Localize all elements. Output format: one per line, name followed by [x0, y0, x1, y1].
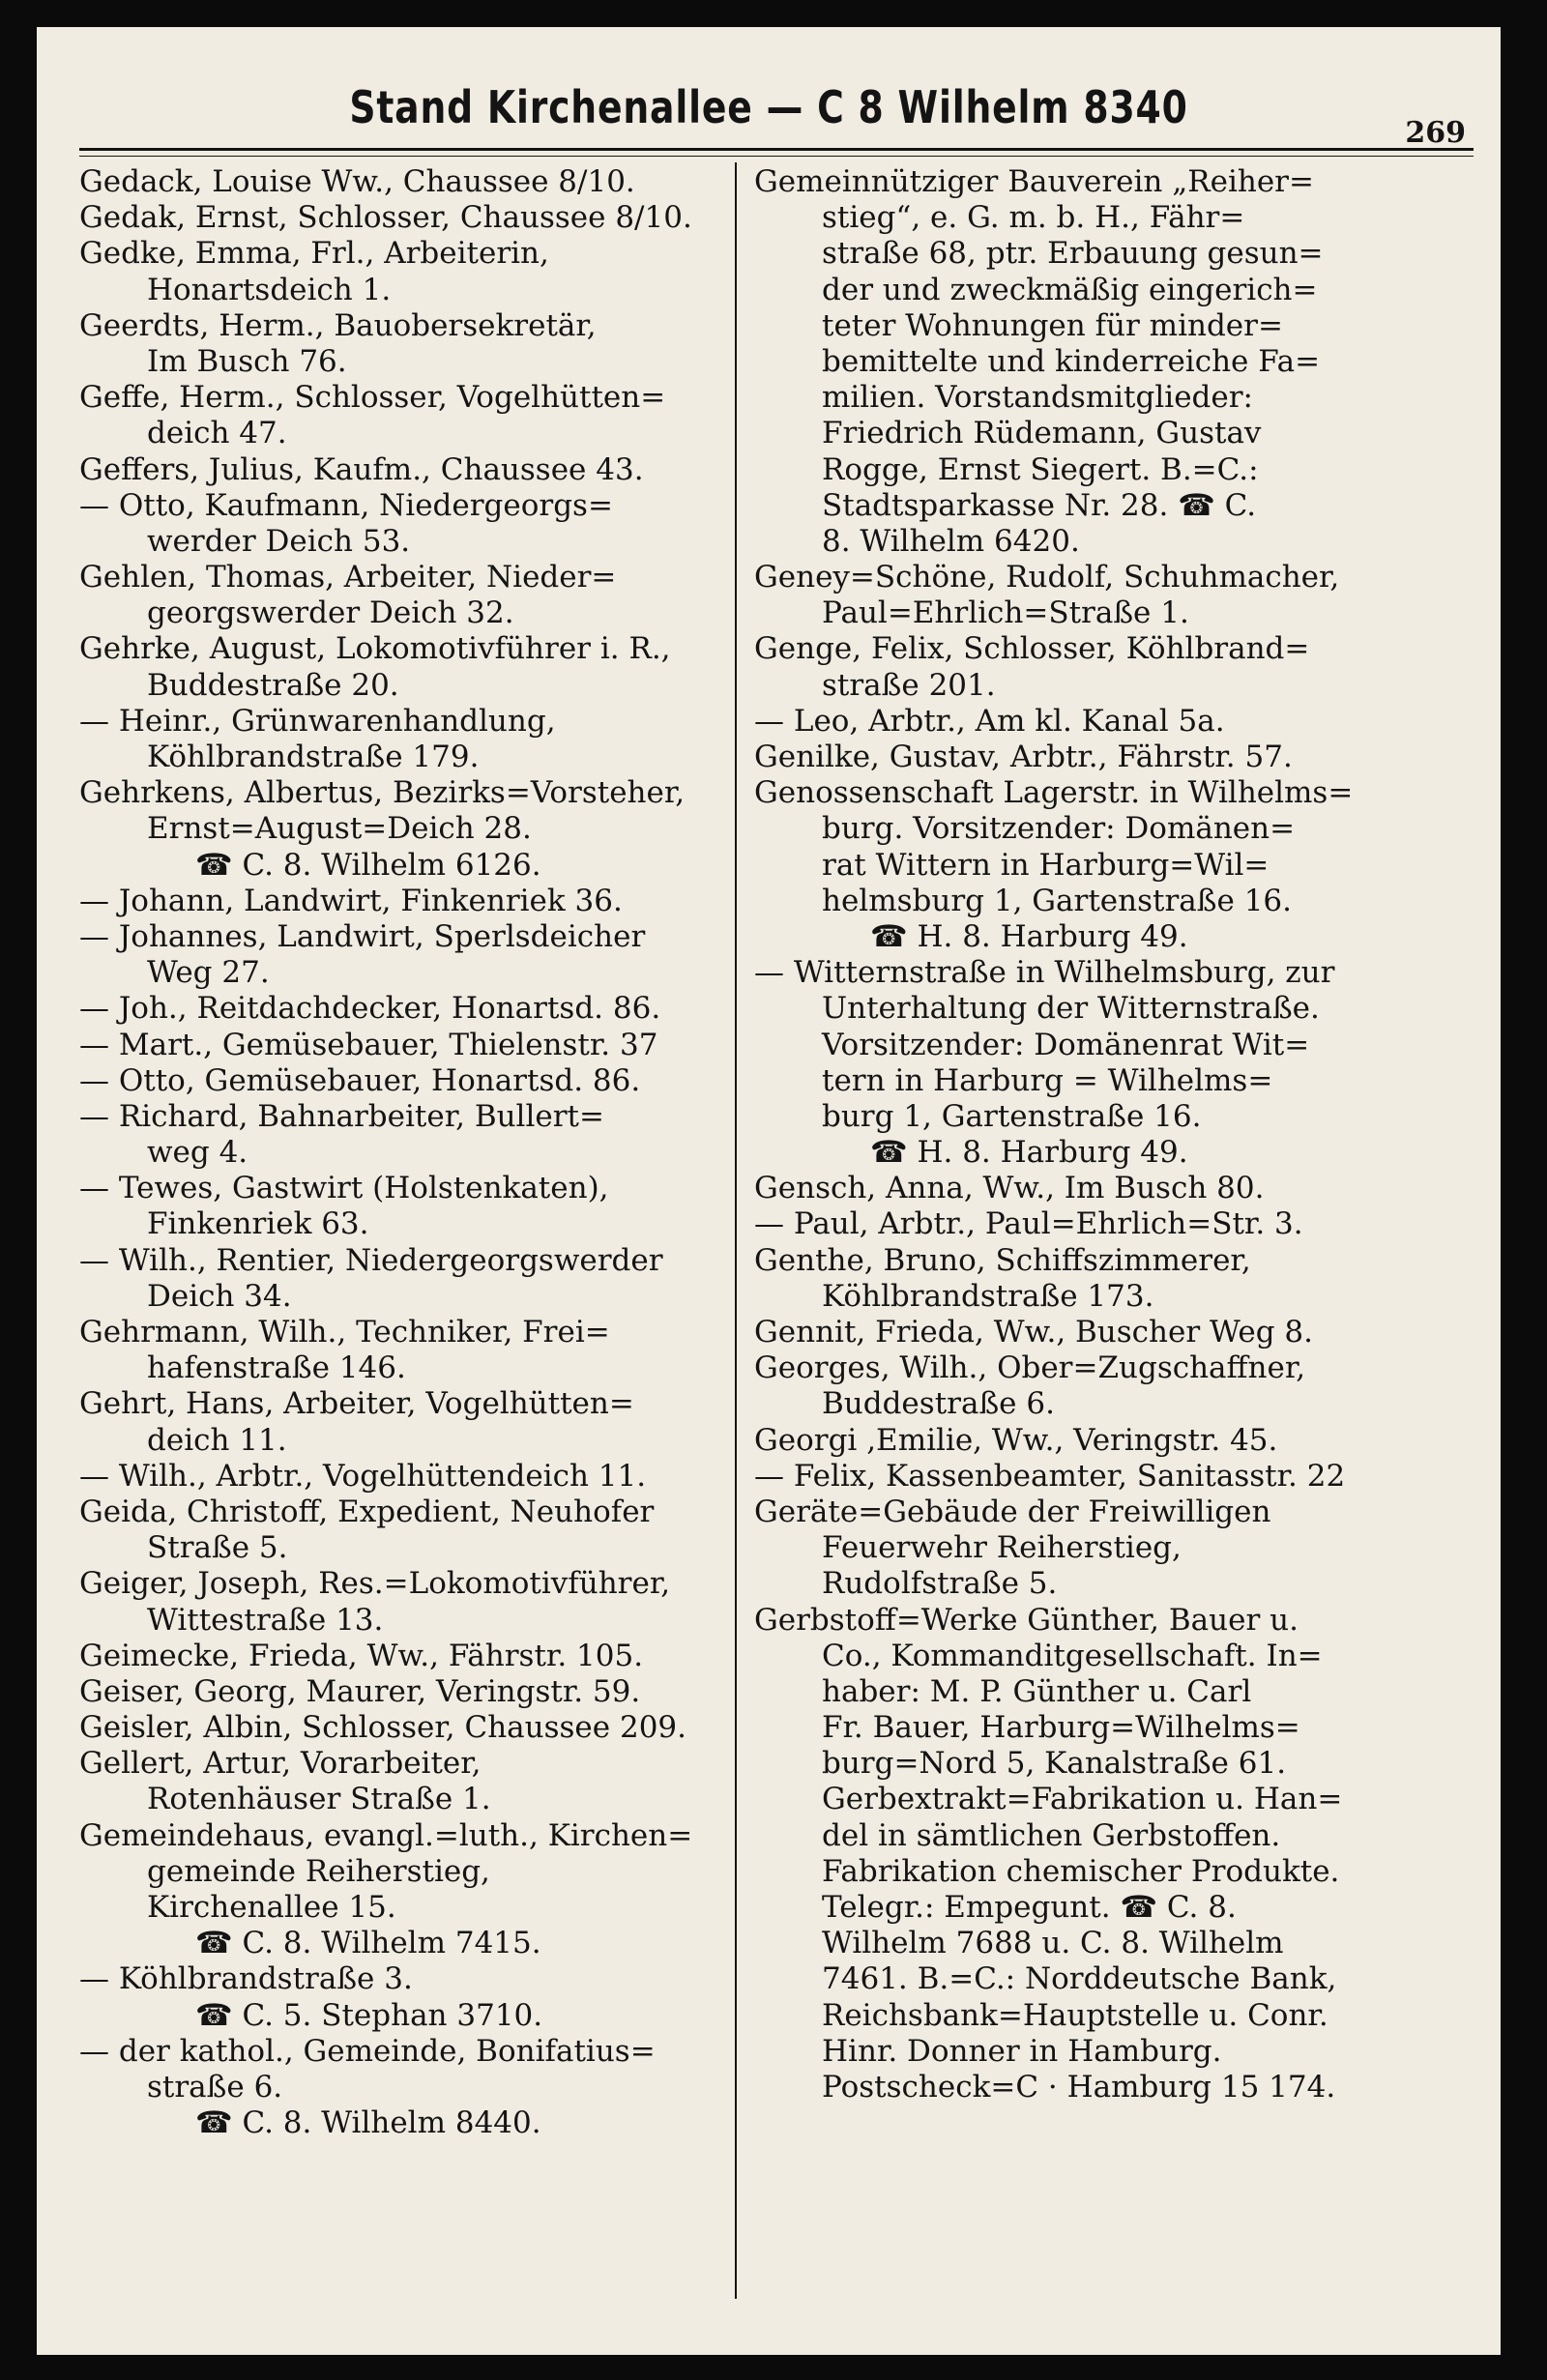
- directory-line: Gehrkens, Albertus, Bezirks=Vorsteher,: [79, 775, 686, 811]
- directory-line: Friedrich Rüdemann, Gustav: [822, 416, 1262, 451]
- directory-line: Gennit, Frieda, Ww., Buscher Weg 8.: [754, 1315, 1313, 1350]
- column-divider: [735, 162, 737, 2299]
- directory-line: Rotenhäuser Straße 1.: [147, 1782, 491, 1817]
- directory-line: Hinr. Donner in Hamburg.: [822, 2033, 1222, 2069]
- directory-line: — Wilh., Arbtr., Vogelhüttendeich 11.: [79, 1458, 647, 1494]
- directory-line: Im Busch 76.: [147, 343, 347, 379]
- directory-line: Weg 27.: [147, 955, 270, 991]
- directory-line: Buddestraße 20.: [147, 667, 399, 703]
- directory-line: Geiser, Georg, Maurer, Veringstr. 59.: [79, 1673, 641, 1709]
- directory-line: straße 6.: [147, 2069, 283, 2104]
- directory-line: deich 11.: [147, 1422, 287, 1458]
- directory-line: hafenstraße 146.: [147, 1350, 406, 1386]
- directory-line: Unterhaltung der Witternstraße.: [822, 991, 1320, 1027]
- directory-line: deich 47.: [147, 416, 287, 451]
- directory-line: der und zweckmäßig eingerich=: [822, 272, 1318, 307]
- directory-line: Köhlbrandstraße 173.: [822, 1278, 1154, 1314]
- directory-line: burg 1, Gartenstraße 16.: [822, 1098, 1202, 1134]
- directory-line: Reichsbank=Hauptstelle u. Conr.: [822, 1997, 1328, 2033]
- directory-line: Geräte=Gebäude der Freiwilligen: [754, 1494, 1271, 1529]
- directory-line: Gedak, Ernst, Schlosser, Chaussee 8/10.: [79, 200, 692, 236]
- directory-line: Genossenschaft Lagerstr. in Wilhelms=: [754, 775, 1354, 811]
- directory-line: Fr. Bauer, Harburg=Wilhelms=: [822, 1710, 1300, 1746]
- page-number: 269: [1405, 116, 1466, 150]
- directory-line: — Paul, Arbtr., Paul=Ehrlich=Str. 3.: [754, 1206, 1303, 1242]
- directory-line: Telegr.: Empegunt. ☎ C. 8.: [822, 1890, 1237, 1925]
- directory-line: 7461. B.=C.: Norddeutsche Bank,: [822, 1961, 1337, 1997]
- directory-page: [37, 27, 1501, 2355]
- header-rule-thin: [79, 156, 1474, 157]
- directory-line: tern in Harburg = Wilhelms=: [822, 1062, 1273, 1098]
- directory-line: ☎ C. 8. Wilhelm 6126.: [195, 847, 541, 883]
- directory-line: Gensch, Anna, Ww., Im Busch 80.: [754, 1171, 1265, 1206]
- directory-line: haber: M. P. Günther u. Carl: [822, 1673, 1252, 1709]
- directory-line: Feuerwehr Reiherstieg,: [822, 1530, 1182, 1566]
- directory-line: Postscheck=C · Hamburg 15 174.: [822, 2069, 1336, 2104]
- directory-line: — Johannes, Landwirt, Sperlsdeicher: [79, 918, 646, 954]
- directory-line: — Wilh., Rentier, Niedergeorgswerder: [79, 1242, 663, 1278]
- directory-line: Gemeindehaus, evangl.=luth., Kirchen=: [79, 1817, 693, 1853]
- directory-line: stieg“, e. G. m. b. H., Fähr=: [822, 200, 1245, 236]
- directory-line: Finkenriek 63.: [147, 1206, 369, 1242]
- left-column: [79, 164, 717, 2141]
- directory-line: gemeinde Reiherstieg,: [147, 1853, 490, 1889]
- directory-line: Geida, Christoff, Expedient, Neuhofer: [79, 1494, 655, 1529]
- directory-line: Gerbstoff=Werke Günther, Bauer u.: [754, 1602, 1299, 1638]
- directory-line: Wittestraße 13.: [147, 1602, 384, 1638]
- directory-line: — Witternstraße in Wilhelmsburg, zur: [754, 955, 1335, 991]
- directory-line: Ernst=August=Deich 28.: [147, 811, 532, 847]
- directory-line: Georges, Wilh., Ober=Zugschaffner,: [754, 1350, 1306, 1386]
- directory-line: — der kathol., Gemeinde, Bonifatius=: [79, 2033, 656, 2069]
- directory-line: — Heinr., Grünwarenhandlung,: [79, 703, 556, 739]
- directory-line: milien. Vorstandsmitglieder:: [822, 380, 1253, 416]
- directory-line: Köhlbrandstraße 179.: [147, 740, 480, 774]
- directory-line: Honartsdeich 1.: [147, 272, 392, 307]
- directory-line: — Tewes, Gastwirt (Holstenkaten),: [79, 1171, 609, 1206]
- directory-line: Gemeinnütziger Bauverein „Reiher=: [754, 164, 1314, 199]
- directory-line: ☎ C. 8. Wilhelm 8440.: [195, 2105, 541, 2141]
- directory-line: Geffers, Julius, Kaufm., Chaussee 43.: [79, 451, 644, 487]
- directory-line: — Joh., Reitdachdecker, Honartsd. 86.: [79, 991, 661, 1027]
- directory-line: Wilhelm 7688 u. C. 8. Wilhelm: [822, 1926, 1284, 1961]
- directory-line: Gehrke, August, Lokomotivführer i. R.,: [79, 631, 671, 667]
- directory-line: Vorsitzender: Domänenrat Wit=: [822, 1027, 1310, 1062]
- directory-line: Paul=Ehrlich=Straße 1.: [822, 595, 1189, 631]
- directory-line: Gellert, Artur, Vorarbeiter,: [79, 1746, 482, 1782]
- directory-line: Gehlen, Thomas, Arbeiter, Nieder=: [79, 560, 617, 595]
- directory-line: rat Wittern in Harburg=Wil=: [822, 847, 1270, 883]
- directory-line: ☎ C. 8. Wilhelm 7415.: [195, 1926, 541, 1961]
- directory-line: Fabrikation chemischer Produkte.: [822, 1853, 1340, 1889]
- directory-line: Geiger, Joseph, Res.=Lokomotivführer,: [79, 1566, 671, 1602]
- directory-line: Gerbextrakt=Fabrikation u. Han=: [822, 1782, 1343, 1817]
- directory-line: Gedack, Louise Ww., Chaussee 8/10.: [79, 164, 635, 199]
- directory-line: Geimecke, Frieda, Ww., Fährstr. 105.: [79, 1638, 644, 1673]
- directory-line: Geisler, Albin, Schlosser, Chaussee 209.: [79, 1710, 686, 1746]
- directory-line: Geerdts, Herm., Bauobersekretär,: [79, 307, 597, 343]
- page-header: [37, 81, 1501, 149]
- directory-line: Geffe, Herm., Schlosser, Vogelhütten=: [79, 380, 666, 416]
- directory-line: — Richard, Bahnarbeiter, Bullert=: [79, 1098, 604, 1134]
- directory-line: — Otto, Kaufmann, Niedergeorgs=: [79, 487, 613, 523]
- directory-line: Rudolfstraße 5.: [822, 1566, 1058, 1602]
- directory-line: bemittelte und kinderreiche Fa=: [822, 343, 1321, 379]
- directory-line: straße 201.: [822, 667, 996, 703]
- directory-line: — Mart., Gemüsebauer, Thielenstr. 37: [79, 1027, 658, 1062]
- directory-line: burg. Vorsitzender: Domänen=: [822, 811, 1296, 847]
- directory-line: Genthe, Bruno, Schiffszimmerer,: [754, 1242, 1251, 1278]
- directory-line: Gedke, Emma, Frl., Arbeiterin,: [79, 236, 549, 272]
- directory-line: Gehrt, Hans, Arbeiter, Vogelhütten=: [79, 1386, 634, 1422]
- directory-line: burg=Nord 5, Kanalstraße 61.: [822, 1746, 1287, 1782]
- directory-line: helmsburg 1, Gartenstraße 16.: [822, 883, 1292, 918]
- directory-line: georgswerder Deich 32.: [147, 595, 514, 631]
- directory-line: Deich 34.: [147, 1278, 292, 1314]
- directory-line: weg 4.: [147, 1135, 248, 1171]
- running-header: Stand Kirchenallee — C 8 Wilhelm 8340: [349, 81, 1188, 133]
- directory-line: Kirchenallee 15.: [147, 1890, 396, 1925]
- directory-line: Genilke, Gustav, Arbtr., Fährstr. 57.: [754, 740, 1293, 774]
- directory-line: — Leo, Arbtr., Am kl. Kanal 5a.: [754, 703, 1225, 739]
- directory-line: Georgi ,Emilie, Ww., Veringstr. 45.: [754, 1422, 1278, 1458]
- directory-line: straße 68, ptr. Erbauung gesun=: [822, 236, 1324, 272]
- directory-line: Gehrmann, Wilh., Techniker, Frei=: [79, 1315, 610, 1350]
- directory-line: — Johann, Landwirt, Finkenriek 36.: [79, 883, 623, 918]
- directory-line: Geney=Schöne, Rudolf, Schuhmacher,: [754, 560, 1340, 595]
- directory-line: ☎ C. 5. Stephan 3710.: [195, 1997, 543, 2033]
- directory-line: ☎ H. 8. Harburg 49.: [870, 918, 1188, 954]
- directory-line: del in sämtlichen Gerbstoffen.: [822, 1817, 1281, 1853]
- directory-line: Buddestraße 6.: [822, 1386, 1055, 1422]
- directory-line: 8. Wilhelm 6420.: [822, 523, 1080, 559]
- directory-line: — Köhlbrandstraße 3.: [79, 1961, 413, 1997]
- directory-line: Stadtsparkasse Nr. 28. ☎ C.: [822, 487, 1257, 523]
- directory-line: Rogge, Ernst Siegert. B.=C.:: [822, 451, 1259, 487]
- directory-line: — Felix, Kassenbeamter, Sanitasstr. 22: [754, 1458, 1346, 1494]
- header-rule: [79, 148, 1474, 151]
- directory-line: teter Wohnungen für minder=: [822, 307, 1283, 343]
- directory-line: werder Deich 53.: [147, 523, 411, 559]
- directory-line: Co., Kommanditgesellschaft. In=: [822, 1638, 1323, 1673]
- directory-line: — Otto, Gemüsebauer, Honartsd. 86.: [79, 1062, 641, 1098]
- directory-line: Genge, Felix, Schlosser, Köhlbrand=: [754, 631, 1310, 667]
- directory-line: Straße 5.: [147, 1530, 288, 1566]
- right-column: [754, 164, 1479, 2105]
- directory-line: ☎ H. 8. Harburg 49.: [870, 1135, 1188, 1171]
